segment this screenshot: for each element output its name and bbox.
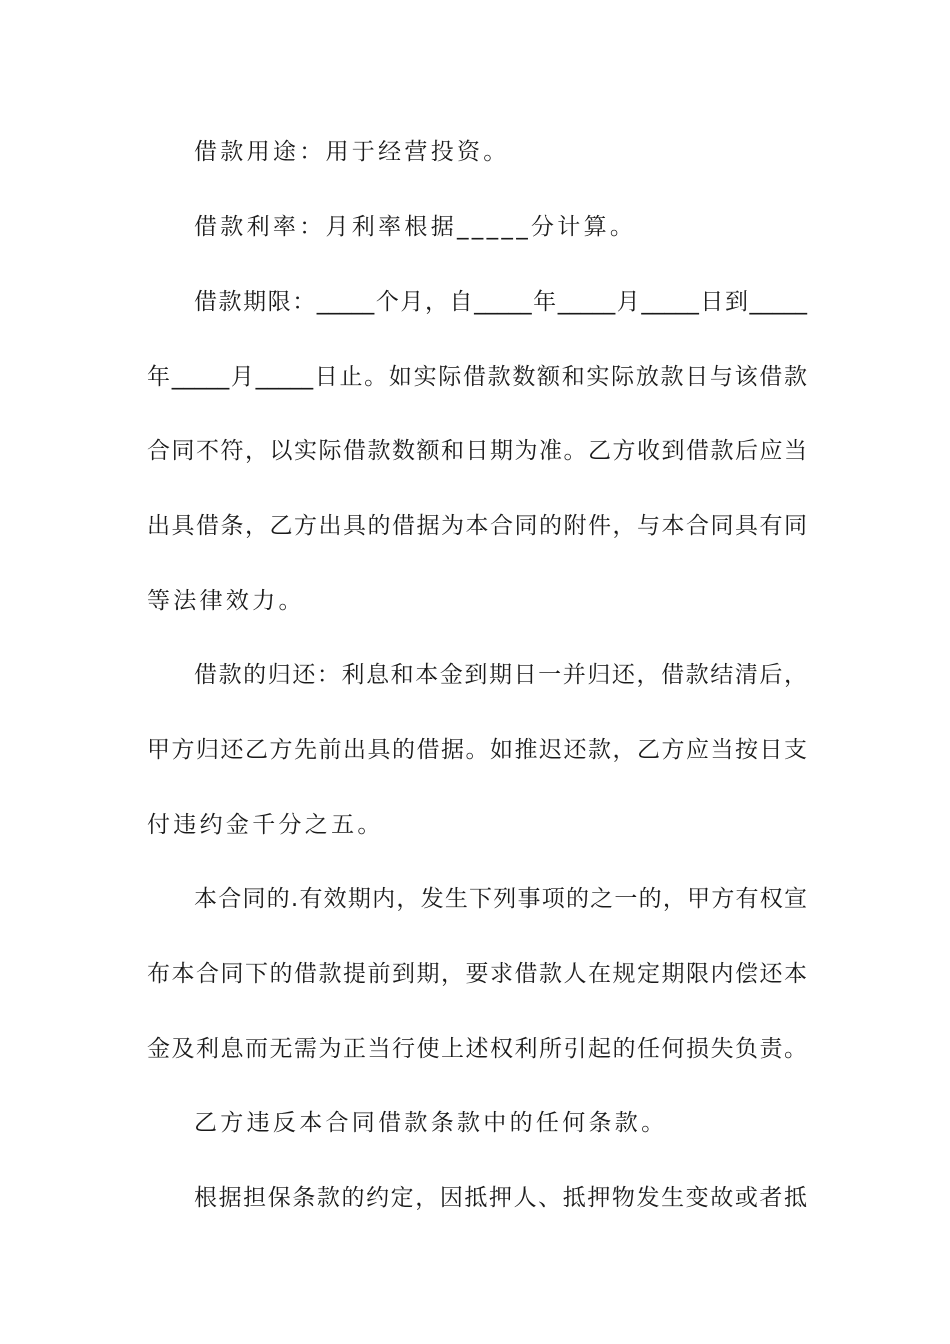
breach-clause-line: 乙方违反本合同借款条款中的任何条款。 [194,1110,668,1136]
loan-repayment-line-1: 借款的归还：利息和本金到期日一并归还，借款结清后， [194,662,807,688]
loan-term-line-1: 借款期限：_____个月，自_____年_____月_____日到_____ [194,289,807,315]
loan-term-line-2: 年_____月_____日止。如实际借款数额和实际放款日与该借款 [147,364,807,390]
guarantee-clause-line: 根据担保条款的约定，因抵押人、抵押物发生变故或者抵 [194,1185,807,1211]
loan-purpose-line: 借款用途：用于经营投资。 [194,139,510,165]
loan-term-line-4: 出具借条，乙方出具的借据为本合同的附件，与本合同具有同 [147,513,807,539]
loan-term-line-5: 等法律效力。 [147,588,305,614]
loan-interest-line: 借款利率：月利率根据_____分计算。 [194,214,637,240]
loan-repayment-line-2: 甲方归还乙方先前出具的借据。如推迟还款，乙方应当按日支 [147,737,807,763]
loan-repayment-line-3: 付违约金千分之五。 [147,812,384,838]
loan-term-line-3: 合同不符，以实际借款数额和日期为准。乙方收到借款后应当 [147,438,807,464]
early-maturity-line-1: 本合同的.有效期内，发生下列事项的之一的，甲方有权宣 [194,886,807,912]
early-maturity-line-2: 布本合同下的借款提前到期，要求借款人在规定期限内偿还本 [147,961,807,987]
early-maturity-line-3: 金及利息而无需为正当行使上述权利所引起的任何损失负责。 [147,1036,807,1062]
